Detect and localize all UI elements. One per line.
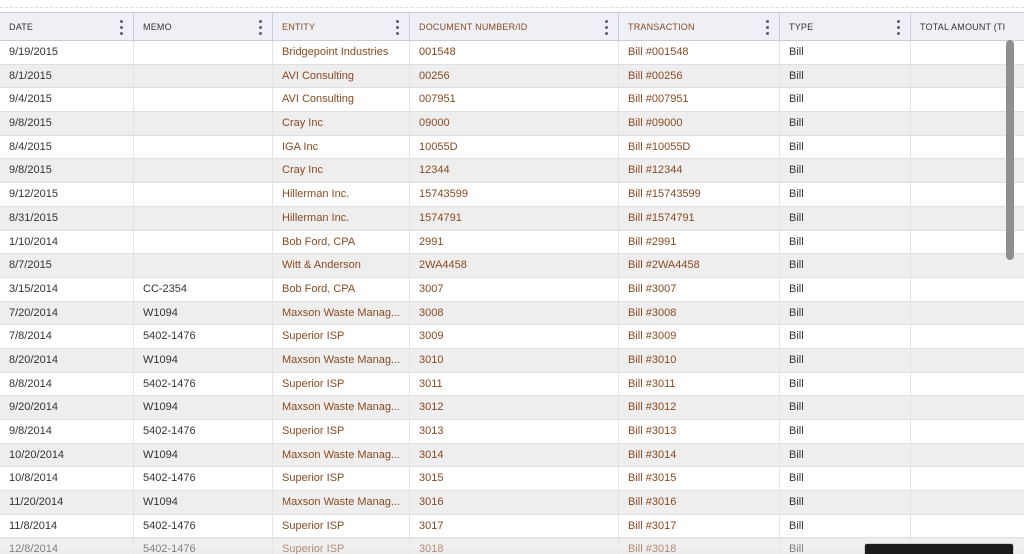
cell-doc[interactable]: 1574791 — [410, 207, 619, 230]
cell-trx[interactable]: Bill #3016 — [619, 491, 780, 514]
cell-entity[interactable]: Maxson Waste Manag... — [273, 396, 410, 419]
cell-trx[interactable]: Bill #3014 — [619, 444, 780, 467]
cell-entity[interactable]: Maxson Waste Manag... — [273, 349, 410, 372]
column-header-transaction[interactable] — [619, 13, 780, 41]
cell-doc[interactable]: 10055D — [410, 136, 619, 159]
cell-date: 11/8/2014 — [0, 515, 134, 538]
table-row[interactable] — [0, 254, 1024, 278]
cell-type: Bill — [780, 254, 911, 277]
cell-entity[interactable]: Superior ISP — [273, 515, 410, 538]
table-row[interactable] — [0, 136, 1024, 160]
cell-total — [911, 491, 1024, 514]
cell-type: Bill — [780, 88, 911, 111]
column-header-type[interactable] — [780, 13, 911, 41]
cell-trx[interactable]: Bill #3013 — [619, 420, 780, 443]
cell-memo — [134, 207, 273, 230]
cell-entity[interactable]: Cray Inc — [273, 159, 410, 182]
column-header-label: TYPE — [789, 22, 814, 32]
cell-doc[interactable]: 3011 — [410, 373, 619, 396]
cell-date: 9/8/2015 — [0, 159, 134, 182]
table-row[interactable] — [0, 491, 1024, 515]
cell-trx[interactable]: Bill #3012 — [619, 396, 780, 419]
cell-type: Bill — [780, 41, 911, 64]
cell-date: 9/8/2014 — [0, 420, 134, 443]
cell-doc[interactable]: 007951 — [410, 88, 619, 111]
cell-entity[interactable]: Maxson Waste Manag... — [273, 302, 410, 325]
cell-date: 9/4/2015 — [0, 88, 134, 111]
cell-memo — [134, 112, 273, 135]
cell-date: 1/10/2014 — [0, 231, 134, 254]
cell-total — [911, 467, 1024, 490]
cell-memo — [134, 88, 273, 111]
cell-entity[interactable]: Superior ISP — [273, 373, 410, 396]
cell-entity[interactable]: AVI Consulting — [273, 88, 410, 111]
table-row[interactable] — [0, 183, 1024, 207]
column-menu-icon[interactable] — [762, 18, 772, 36]
table-row[interactable] — [0, 373, 1024, 397]
cell-type: Bill — [780, 65, 911, 88]
cell-trx[interactable]: Bill #3010 — [619, 349, 780, 372]
cell-entity[interactable]: Maxson Waste Manag... — [273, 444, 410, 467]
cell-total — [911, 373, 1024, 396]
cell-date: 8/7/2015 — [0, 254, 134, 277]
cell-trx[interactable]: Bill #2WA4458 — [619, 254, 780, 277]
cell-doc[interactable]: 3014 — [410, 444, 619, 467]
cell-doc[interactable]: 3015 — [410, 467, 619, 490]
cell-memo: 5402-1476 — [134, 420, 273, 443]
cell-entity[interactable]: Superior ISP — [273, 420, 410, 443]
cell-date: 7/20/2014 — [0, 302, 134, 325]
cell-memo: W1094 — [134, 349, 273, 372]
cell-date: 12/8/2014 — [0, 538, 134, 554]
cell-total — [911, 325, 1024, 348]
cell-type: Bill — [780, 207, 911, 230]
column-header-label: DATE — [9, 22, 34, 32]
vertical-scrollbar-thumb[interactable] — [1006, 40, 1014, 260]
cell-entity[interactable]: Bridgepoint Industries — [273, 41, 410, 64]
cell-date: 10/20/2014 — [0, 444, 134, 467]
cell-entity[interactable]: Superior ISP — [273, 467, 410, 490]
column-header-memo[interactable] — [134, 13, 273, 41]
cell-trx[interactable]: Bill #3009 — [619, 325, 780, 348]
cell-entity[interactable]: Bob Ford, CPA — [273, 278, 410, 301]
column-menu-icon[interactable] — [392, 18, 402, 36]
cell-date: 9/8/2015 — [0, 112, 134, 135]
cell-trx[interactable]: Bill #15743599 — [619, 183, 780, 206]
cell-date: 8/1/2015 — [0, 65, 134, 88]
table-row[interactable] — [0, 207, 1024, 231]
table-row[interactable] — [0, 65, 1024, 89]
table-row[interactable] — [0, 349, 1024, 373]
cell-entity[interactable]: IGA Inc — [273, 136, 410, 159]
cell-entity[interactable]: Witt & Anderson — [273, 254, 410, 277]
cell-memo: W1094 — [134, 444, 273, 467]
floating-action-widget[interactable] — [864, 543, 1014, 554]
table-row[interactable] — [0, 41, 1024, 65]
cell-trx[interactable]: Bill #10055D — [619, 136, 780, 159]
cell-memo: 5402-1476 — [134, 538, 273, 554]
cell-memo — [134, 231, 273, 254]
cell-date: 7/8/2014 — [0, 325, 134, 348]
cell-trx[interactable]: Bill #09000 — [619, 112, 780, 135]
cell-doc[interactable]: 3008 — [410, 302, 619, 325]
cell-doc[interactable]: 001548 — [410, 41, 619, 64]
grid-body — [0, 41, 1024, 554]
cell-date: 8/8/2014 — [0, 373, 134, 396]
cell-trx[interactable]: Bill #2991 — [619, 231, 780, 254]
cell-entity[interactable]: Superior ISP — [273, 325, 410, 348]
cell-trx[interactable]: Bill #12344 — [619, 159, 780, 182]
cell-trx[interactable]: Bill #007951 — [619, 88, 780, 111]
cell-trx[interactable]: Bill #00256 — [619, 65, 780, 88]
cell-doc[interactable]: 3016 — [410, 491, 619, 514]
cell-doc[interactable]: 00256 — [410, 65, 619, 88]
table-row[interactable] — [0, 467, 1024, 491]
cell-type: Bill — [780, 112, 911, 135]
cell-trx[interactable]: Bill #3015 — [619, 467, 780, 490]
cell-type: Bill — [780, 159, 911, 182]
cell-memo: W1094 — [134, 491, 273, 514]
cell-type: Bill — [780, 373, 911, 396]
column-header-total-amount[interactable] — [911, 13, 1024, 41]
cell-memo — [134, 159, 273, 182]
cell-type: Bill — [780, 302, 911, 325]
cell-memo: 5402-1476 — [134, 325, 273, 348]
cell-memo — [134, 65, 273, 88]
cell-type: Bill — [780, 231, 911, 254]
cell-date: 8/31/2015 — [0, 207, 134, 230]
cell-entity[interactable]: Bob Ford, CPA — [273, 231, 410, 254]
cell-doc[interactable]: 15743599 — [410, 183, 619, 206]
cell-memo: 5402-1476 — [134, 373, 273, 396]
cell-memo: 5402-1476 — [134, 515, 273, 538]
cell-doc[interactable]: 09000 — [410, 112, 619, 135]
table-row[interactable] — [0, 278, 1024, 302]
cell-doc[interactable]: 12344 — [410, 159, 619, 182]
table-row[interactable] — [0, 302, 1024, 326]
table-row[interactable] — [0, 515, 1024, 539]
cell-doc[interactable]: 3017 — [410, 515, 619, 538]
column-header-label: DOCUMENT NUMBER/ID — [419, 22, 528, 32]
cell-memo — [134, 183, 273, 206]
cell-memo — [134, 41, 273, 64]
column-header-entity[interactable] — [273, 13, 410, 41]
cell-trx[interactable]: Bill #1574791 — [619, 207, 780, 230]
cell-trx[interactable]: Bill #3007 — [619, 278, 780, 301]
table-row[interactable] — [0, 88, 1024, 112]
cell-total — [911, 349, 1024, 372]
table-row[interactable] — [0, 159, 1024, 183]
cell-memo — [134, 254, 273, 277]
cell-date: 9/12/2015 — [0, 183, 134, 206]
cell-type: Bill — [780, 325, 911, 348]
cell-entity[interactable]: Superior ISP — [273, 538, 410, 554]
grid-header — [0, 12, 1024, 41]
cell-trx[interactable]: Bill #3011 — [619, 373, 780, 396]
cell-doc[interactable]: 3007 — [410, 278, 619, 301]
column-header-date[interactable] — [0, 13, 134, 41]
table-row[interactable] — [0, 420, 1024, 444]
cell-memo: 5402-1476 — [134, 467, 273, 490]
cell-trx[interactable]: Bill #3017 — [619, 515, 780, 538]
cell-date: 9/19/2015 — [0, 41, 134, 64]
column-header-label: ENTITY — [282, 22, 316, 32]
cell-type: Bill — [780, 183, 911, 206]
cell-date: 3/15/2014 — [0, 278, 134, 301]
cell-entity[interactable]: Cray Inc — [273, 112, 410, 135]
cell-doc[interactable]: 3010 — [410, 349, 619, 372]
cell-date: 10/8/2014 — [0, 467, 134, 490]
cell-doc[interactable]: 3018 — [410, 538, 619, 554]
cell-entity[interactable]: AVI Consulting — [273, 65, 410, 88]
cell-type: Bill — [780, 349, 911, 372]
cell-type: Bill — [780, 136, 911, 159]
cell-memo: W1094 — [134, 302, 273, 325]
cell-memo: CC-2354 — [134, 278, 273, 301]
cell-date: 11/20/2014 — [0, 491, 134, 514]
cell-date: 8/20/2014 — [0, 349, 134, 372]
cell-doc[interactable]: 3013 — [410, 420, 619, 443]
column-menu-icon[interactable] — [601, 18, 611, 36]
cell-entity[interactable]: Hillerman Inc. — [273, 207, 410, 230]
cell-date: 8/4/2015 — [0, 136, 134, 159]
table-row[interactable] — [0, 396, 1024, 420]
cell-memo — [134, 136, 273, 159]
cell-type: Bill — [780, 278, 911, 301]
cell-type: Bill — [780, 467, 911, 490]
cell-type: Bill — [780, 538, 911, 554]
cell-total — [911, 278, 1024, 301]
cell-total — [911, 302, 1024, 325]
cell-type: Bill — [780, 515, 911, 538]
cell-total — [911, 396, 1024, 419]
column-header-label: TRANSACTION — [628, 22, 695, 32]
cell-total — [911, 515, 1024, 538]
cell-trx[interactable]: Bill #3018 — [619, 538, 780, 554]
cell-trx[interactable]: Bill #001548 — [619, 41, 780, 64]
column-header-document-number[interactable] — [410, 13, 619, 41]
column-menu-icon[interactable] — [116, 18, 126, 36]
cell-entity[interactable]: Maxson Waste Manag... — [273, 491, 410, 514]
column-header-label: TOTAL AMOUNT (TI — [920, 22, 1006, 32]
cell-type: Bill — [780, 396, 911, 419]
table-row[interactable] — [0, 112, 1024, 136]
table-row[interactable] — [0, 325, 1024, 349]
cell-type: Bill — [780, 420, 911, 443]
transactions-grid — [0, 12, 1024, 554]
cell-doc[interactable]: 3012 — [410, 396, 619, 419]
top-toolbar-edge — [0, 0, 1024, 8]
cell-doc[interactable]: 2WA4458 — [410, 254, 619, 277]
cell-trx[interactable]: Bill #3008 — [619, 302, 780, 325]
cell-total — [911, 420, 1024, 443]
column-menu-icon[interactable] — [893, 18, 903, 36]
table-row[interactable] — [0, 231, 1024, 255]
column-header-label: MEMO — [143, 22, 172, 32]
table-row[interactable] — [0, 444, 1024, 468]
cell-doc[interactable]: 3009 — [410, 325, 619, 348]
cell-memo: W1094 — [134, 396, 273, 419]
cell-entity[interactable]: Hillerman Inc. — [273, 183, 410, 206]
cell-doc[interactable]: 2991 — [410, 231, 619, 254]
column-menu-icon[interactable] — [255, 18, 265, 36]
cell-total — [911, 444, 1024, 467]
cell-type: Bill — [780, 491, 911, 514]
cell-type: Bill — [780, 444, 911, 467]
cell-date: 9/20/2014 — [0, 396, 134, 419]
